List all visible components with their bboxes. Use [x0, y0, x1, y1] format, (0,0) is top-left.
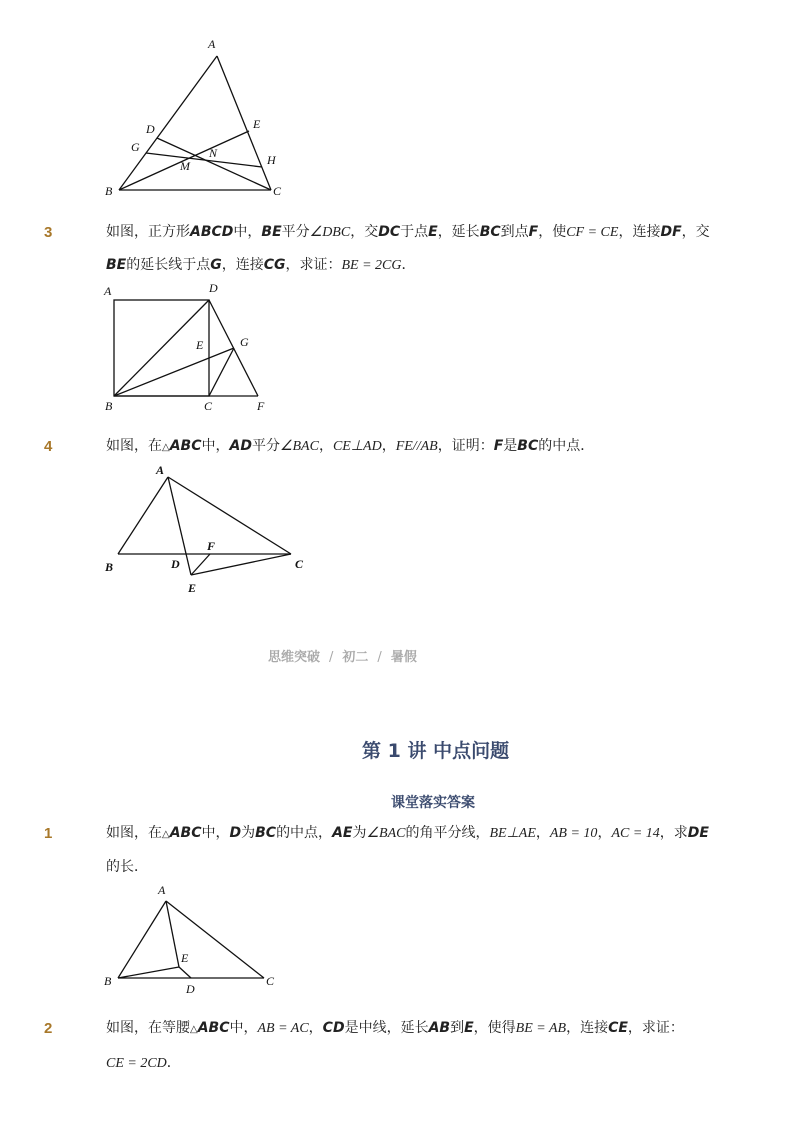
label-M: M	[180, 159, 190, 173]
label-F: F	[207, 539, 216, 553]
question-text-line: 的长．	[106, 859, 148, 875]
label-B: B	[105, 184, 113, 198]
label-E: E	[188, 581, 197, 595]
question-number: 2	[44, 1020, 53, 1037]
label-E: E	[181, 951, 189, 965]
label-A: A	[208, 37, 216, 51]
label-C: C	[204, 399, 213, 413]
label-E: E	[196, 338, 204, 352]
label-E: E	[253, 117, 261, 131]
figure-triangle-abc-de	[100, 878, 290, 998]
label-D: D	[146, 122, 155, 136]
label-B: B	[105, 560, 114, 574]
question-number: 1	[44, 825, 53, 842]
question-text-line: 如图，在△ABC中，AD平分∠BAC，CE⊥AD，FE//AB，证明：F是BC的中点．	[106, 438, 595, 454]
label-F: F	[257, 399, 265, 413]
label-B: B	[104, 974, 112, 988]
label-G: G	[131, 140, 140, 154]
label-H: H	[267, 153, 276, 167]
label-C: C	[266, 974, 275, 988]
question-text-line: CE = 2CD．	[106, 1055, 181, 1071]
section-subtitle: 课堂落实答案	[391, 795, 475, 811]
label-D: D	[186, 982, 195, 996]
page-title: 第 1 讲 中点问题	[362, 740, 510, 762]
label-A: A	[156, 463, 165, 477]
label-N: N	[209, 146, 218, 160]
question-text-line: 如图，正方形ABCD中，BE平分∠DBC，交DC于点E，延长BC到点F，使CF = CE，连接DF，交	[106, 224, 710, 240]
question-number: 3	[44, 224, 53, 241]
page-footer: 思维突破 / 初二 / 暑假	[268, 650, 417, 665]
question-text-line: 如图，在等腰△ABC中，AB = AC，CD是中线，延长AB到E，使得BE = AB，连接CE，求证：	[106, 1020, 684, 1036]
question-number: 4	[44, 438, 53, 455]
label-A: A	[104, 284, 112, 298]
label-B: B	[105, 399, 113, 413]
figure-triangle-abc-gh	[100, 34, 300, 204]
question-text-line: 如图，在△ABC中，D为BC的中点，AE为∠BAC的角平分线，BE⊥AE，AB = 10，AC = 14，求DE	[106, 825, 709, 841]
label-G: G	[240, 335, 249, 349]
label-C: C	[295, 557, 304, 571]
figure-triangle-abc-def	[100, 458, 315, 598]
question-text-line: BE的延长线于点G，连接CG，求证：BE = 2CG．	[106, 257, 416, 273]
label-D: D	[209, 281, 218, 295]
figure-square-abcd	[100, 278, 290, 418]
label-C: C	[273, 184, 282, 198]
label-A: A	[158, 883, 166, 897]
label-D: D	[171, 557, 180, 571]
